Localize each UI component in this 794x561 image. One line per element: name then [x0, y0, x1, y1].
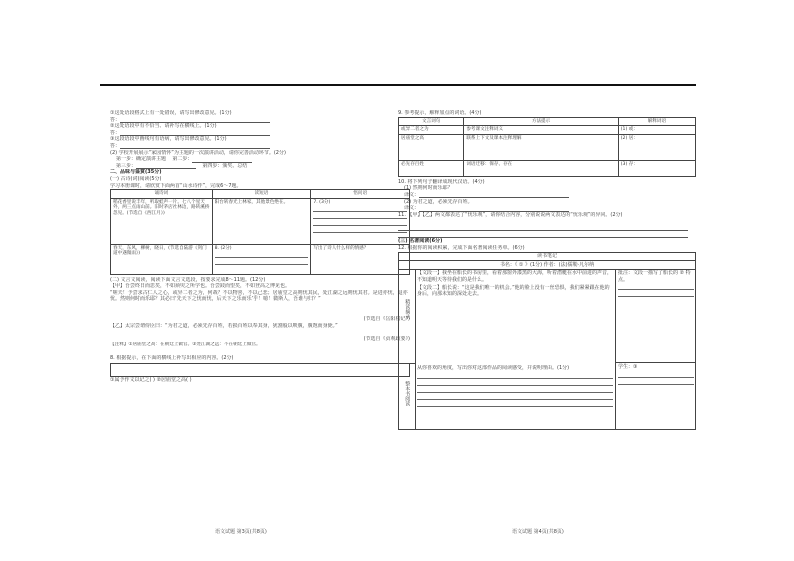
right-page: [398, 110, 696, 430]
table-cell: 必先存百姓: [399, 160, 464, 176]
table-cell: 词语迁移：保存、存在: [464, 160, 618, 176]
table-cell: 居庙堂之高: [399, 134, 464, 160]
para-quote: “嗟夫！予尝求古仁人之心，或异二者之为，何哉？不以物喜，不以己悲；居庙堂之高则忧其民，处江湖之远则忧其君。是进亦忧，退亦忧。然则何时而乐耶？其必曰‘先天下之忧而忧，后天下之乐而乐’乎！噫！微斯人，吾谁与归？”: [110, 289, 408, 303]
para-source: (节选自《贞观政要》): [363, 335, 410, 342]
q10-item: (1) 然则何时而乐耶？: [404, 185, 453, 192]
q-item: ①这处语段格式上有一处错误，请写出修改意见。(1分): [110, 110, 232, 116]
reading-card: [398, 252, 696, 430]
q10-title: 10. 将下列句子翻译成现代汉语。(4分): [398, 178, 485, 185]
q2-steps: 第三步： 第四步：颁奖、总结: [116, 162, 248, 169]
q10-answer: 译文：: [398, 205, 696, 212]
side-label: 精读摘录: [399, 269, 416, 364]
para-source: (节选自《岳阳楼记》): [363, 315, 410, 322]
sub-title: (二) 文言文阅读，阅读下面文言文选段，按要求完成8～11题。(12分): [110, 276, 266, 283]
q8-title: 8. 根据提示，在下面的横线上补写出相应的内容。(2分): [110, 355, 234, 362]
answer-line: [398, 231, 696, 238]
card-bookline: 书名：《 ① 》(1分) 作者：(法)儒勒·凡尔纳: [399, 261, 695, 270]
excerpt-area: [417, 270, 613, 362]
answer-line: 答：: [110, 117, 410, 124]
page-footer-left: 语文试题 第3页(共8页): [215, 529, 267, 535]
whole-book-area: 从你喜欢的角度，写出你对这部作品的阅读感受，并说明理由。(1分): [417, 365, 613, 427]
mid-cell: 阳台转春光上林家，其他景色绝在。: [212, 198, 311, 244]
q-item: ②这处语段中有不恰当、请补写在横线上。(1分): [110, 123, 217, 130]
table-header: 诵诗词: [111, 190, 213, 199]
q-item: ③这段语段中画线句有语病，请写出修改意见。(1分): [110, 136, 227, 143]
q10-item: (2) 为君之道，必须先存百姓。: [404, 198, 473, 205]
table-header: 读短语: [212, 190, 311, 199]
table-cell: 或异二者之为: [399, 126, 464, 135]
table-header: 文言词句: [399, 117, 464, 126]
q2-title: (2) 学校开展展示“家园情怀”为主题的一次演讲活动，请你完善活动环节。(2分): [110, 149, 286, 156]
note-cell: 写出了诗人什么样的情感？: [311, 244, 410, 274]
table-cell: (3) 存：: [618, 160, 695, 176]
annotation-area: 批注：文段一描写了船长的 ② 特点。: [615, 269, 696, 363]
answer-line: [398, 225, 696, 232]
table-cell: (2) 居：: [618, 134, 695, 160]
q8-box: [110, 363, 410, 377]
section-title: 二、品味与鉴赏(35分): [110, 169, 162, 176]
question-cell: 7. (3分): [311, 198, 410, 244]
side-label: 整本书阅读: [399, 363, 416, 429]
poem-cell: 稻花香里说丰年，听取蛙声一片。七八个星天外，两三点雨山前。旧时茅店社林边，路转溪桥忽见。(节选自《西江月》): [111, 198, 213, 244]
card-header: 读书笔记: [399, 253, 695, 261]
q8-options: ①属予作文以记之( ) ②居庙堂之高( ): [110, 376, 192, 383]
answer-line: 答：: [110, 143, 410, 150]
table-cell: 联系上下文及课本注释理解: [464, 134, 618, 160]
excerpt-1: 【文段一】我坐在船长的书房里，看着那窗外漆黑的大海，听着潜艇在水中前进的声音，不知道明天等待我们的是什么。: [417, 270, 613, 283]
table-header: 方法提示: [464, 117, 618, 126]
poem-table: [110, 189, 410, 275]
q10-answer: 译文：: [398, 192, 696, 199]
answer-line: 答：: [110, 130, 410, 137]
para-jia: 【甲】吾尝终日而思矣，不如须臾之所学也。吾尝跂而望矣，不如登高之博见也。: [110, 283, 291, 290]
page-footer-right: 语文试题 第4页(共8页): [512, 529, 564, 535]
sub-intro: 学习本册课时，请欣赏下面两首“山水诗作”，完成6～7题。: [110, 182, 242, 189]
para-yi: 【乙】太宗尝谓侍臣曰：“为君之道，必须先存百姓，若损百姓以奉其身，犹割股以啖腹，腹饱而身毙。”: [110, 322, 338, 329]
sub-title: (三) 名著阅读(6分): [398, 237, 443, 244]
table-header: 悟问语: [311, 190, 410, 199]
table-cell: (1) 或：: [618, 126, 695, 135]
q2-steps: 第一步：确定演讲主题 第二步：: [110, 156, 410, 163]
sub-title: (一) 古诗(词)阅读(5分): [110, 175, 162, 182]
table-header: 解释词语: [618, 117, 695, 126]
excerpt-2: 【文段二】船长说：“这是我们唯一的机会。”他的脸上没有一丝恐惧，我们紧紧跟在他的身后，向那未知的深处走去。: [417, 284, 610, 298]
q12-title: 12. 根据你的阅读积累，完成下面名著阅读任务单。(6分): [398, 244, 525, 251]
question-cell: 8. (2分): [212, 244, 311, 274]
left-page: [110, 110, 410, 383]
table-cell: 参考课文注释词义: [464, 126, 618, 135]
q11-title: 11. 【甲】【乙】两文都表达了“忧乐观”，请你结合内容，分别说说两文表达的“忧乐观”的异同。(2分): [398, 211, 623, 218]
poem-cell: 春天，东风，柳树，晓日，(节选自陆游《剑门道中遇微雨》): [111, 244, 213, 274]
q9-table: [398, 117, 696, 177]
header-rule: [100, 84, 696, 86]
annotation: 【注释】①居庙堂之高：在朝廷上做官。②处江湖之远：不在朝廷上做官。: [110, 342, 261, 348]
q9-title: 9. 参考提示，解释加点的词语。(4分): [398, 110, 482, 116]
student-area: 学生：③: [615, 363, 696, 429]
